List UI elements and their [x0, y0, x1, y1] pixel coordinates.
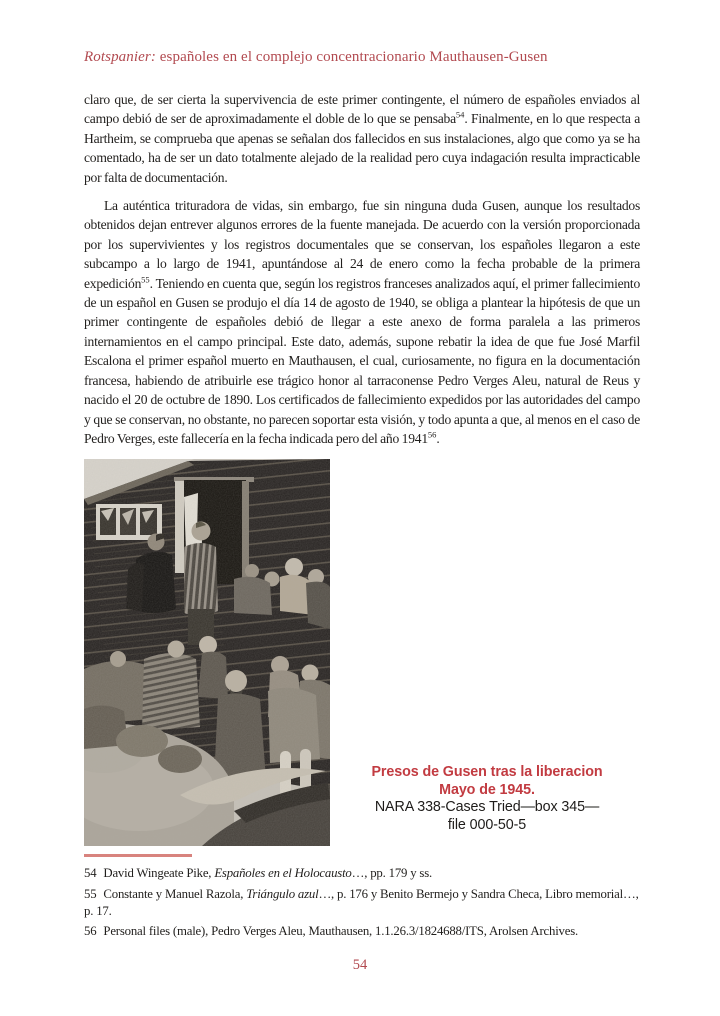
- figure-caption: [334, 764, 640, 834]
- footnotes: [84, 865, 640, 939]
- paragraph-2-text-end: .: [436, 430, 440, 446]
- running-head-italic: Rotspanier:: [84, 49, 156, 65]
- footnote-number: 55: [84, 886, 97, 901]
- footnote-ref-56: 56: [427, 429, 437, 440]
- gusen-liberation-photo: [84, 459, 330, 846]
- footnote-separator: [84, 854, 192, 857]
- running-head-text: españoles en el complejo concentracionario Mauthausen-Gusen: [155, 49, 548, 65]
- page-number: 54: [352, 957, 368, 973]
- running-head: [84, 49, 640, 66]
- paragraph-1: [84, 90, 640, 187]
- text-column: [84, 0, 640, 944]
- paragraph-1-text: claro que, de ser cierta la supervivencia de este primer contingente, el número de españoles enviados al campo debió de ser de aproximadamente el doble de lo que se pensaba: [84, 92, 640, 127]
- paragraph-2: [84, 196, 640, 448]
- footnote-ref-55: 55: [141, 274, 150, 285]
- caption-source-line1: NARA 338-Cases Tried—box 345—: [374, 799, 600, 816]
- footnote-54: 54 David Wingeate Pike, Españoles en el Holocausto…, pp. 179 y ss.: [84, 866, 432, 881]
- caption-source-line2: file 000-50-5: [447, 816, 527, 833]
- footnote-number: 56: [84, 924, 97, 939]
- caption-title-line1: Presos de Gusen tras la liberacion: [371, 763, 603, 780]
- footnote-56: 56 Personal files (male), Pedro Verges Aleu, Mauthausen, 1.1.26.3/1824688/ITS, Arolsen Archives.: [84, 924, 579, 939]
- paragraph-1-text-cont: . Finalmente, en lo que respecta a Hartheim, se comprueba que apenas se señalan dos fallecidos en sus instalaciones, algo que como ya se ha comentado, ha de ser un dato totalmente alejado de la realidad pero cuya indagación resulta impracticable por falta de documentación.: [84, 111, 640, 185]
- figure-row: [84, 459, 640, 846]
- paragraph-2-text-cont: . Teniendo en cuenta que, según los registros franceses analizados aquí, el primer fallecimiento de un español en Gusen se produjo el día 14 de agosto de 1940, se obliga a plantear la hipótesis de que un primer contingente de españoles debió de llegar a este anexo de forma paralela a las primeros internamientos en el campo principal. Este dato, además, supone rebatir la idea de que fue José Marfil Escalona el primer español muerto en Mauthausen, el cual, curiosamente, no figura en la documentación francesa, habiendo de atribuirle ese trágico honor al tarraconense Pedro Verges Aleu, natural de Reus y nacido el 20 de octubre de 1890. Los certificados de fallecimiento expedidos por las autoridades del campo y que se conservan, no obstante, no parecen soportar esta visión, y todo apunta a que, al menos en el caso de Pedro Verges, este fallecería en la fecha indicada pero del año 1941: [84, 275, 640, 446]
- caption-title-line2: Mayo de 1945.: [439, 781, 535, 798]
- footnote-55: 55 Constante y Manuel Razola, Triángulo azul…, p. 176 y Benito Bermejo y Sandra Checa, Libro memorial…, p. 17.: [84, 886, 639, 918]
- footnote-ref-54: 54: [455, 109, 465, 120]
- paragraph-2-text: La auténtica trituradora de vidas, sin embargo, fue sin ninguna duda Gusen, aunque los resultados obtenidos dejan entrever algunos errores de la fuente manejada. De acuerdo con la versión proporcionada por los supervivientes y los registros documentales que se conservan, los españoles llegaron a este subcampo a lo largo de 1941, apuntándose al 24 de enero como la fecha probable de la primera expedición: [84, 198, 640, 291]
- footnote-number: 54: [84, 866, 97, 881]
